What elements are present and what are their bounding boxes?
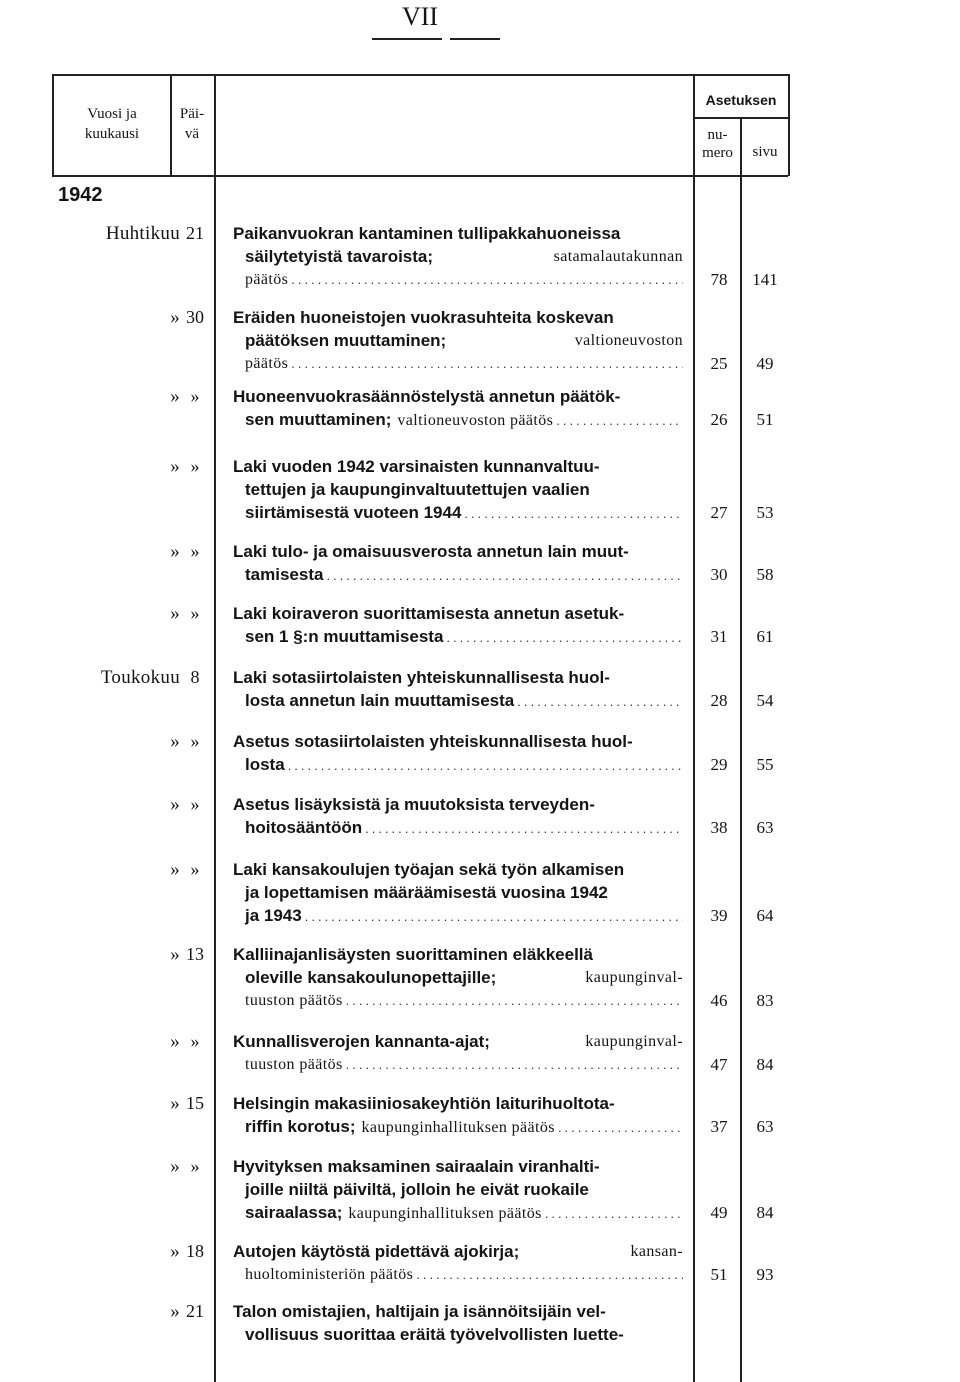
dot-leader	[288, 754, 683, 777]
entry-title	[233, 1030, 683, 1076]
dot-leader	[464, 502, 683, 525]
entry-title-text: tamisesta	[245, 565, 324, 584]
dot-leader	[346, 1053, 683, 1076]
entry-issuer-text: kaupunginhallituksen päätös	[348, 1205, 542, 1222]
entry-title-lastline	[233, 753, 683, 777]
entry-day: 15	[186, 1093, 204, 1113]
entry-title-line	[233, 730, 683, 753]
entry-title	[233, 1092, 683, 1139]
entry-title-lastline	[233, 1115, 683, 1139]
entry-day: »	[190, 731, 200, 751]
dot-leader	[291, 352, 683, 375]
entry-title-lastline	[233, 989, 683, 1012]
entry-title	[233, 943, 683, 1012]
entry-month: »	[170, 1156, 180, 1177]
entry-month: »	[170, 1093, 180, 1114]
entry-title-text: hoitosääntöön	[245, 818, 363, 837]
decree-page: 84	[756, 1203, 774, 1222]
header-year-month: Vuosi ja kuukausi	[84, 106, 140, 142]
header-bottom-rule	[52, 175, 788, 177]
entry-title-text: sairaalassa;	[245, 1203, 343, 1222]
entry-month: »	[170, 1241, 180, 1262]
entry-issuer-text: valtioneuvoston päätös	[397, 412, 554, 429]
entry-month: »	[170, 794, 180, 815]
dot-leader	[416, 1263, 683, 1286]
entry-month: »	[170, 859, 180, 880]
entry-title-line	[233, 602, 683, 625]
entry-day: »	[190, 1156, 200, 1176]
entry-title-lastline	[233, 904, 683, 928]
entry-title-text: Huoneenvuokrasäännöstelystä annetun päätök-	[233, 387, 621, 406]
decree-number: 46	[710, 991, 728, 1010]
entry-title-text: Autojen käytöstä pidettävä ajokirja;	[233, 1242, 520, 1261]
decree-page: 84	[756, 1055, 774, 1074]
entry-title	[233, 455, 683, 525]
entry-title-line	[233, 1240, 683, 1263]
entry-title-text: ja 1943	[245, 906, 302, 925]
entry-title-line	[233, 540, 683, 563]
entry-month: Toukokuu	[100, 667, 180, 688]
dot-leader	[558, 1116, 683, 1139]
entry-title-text: losta	[245, 755, 285, 774]
entry-title-text: ja lopettamisen määräämisestä vuosina 1942	[245, 883, 608, 902]
entry-title-line	[233, 666, 683, 689]
decree-number: 31	[710, 627, 728, 646]
decree-page: 141	[752, 270, 778, 289]
decree-number: 26	[710, 410, 728, 429]
decree-number: 78	[710, 270, 728, 289]
entry-title-text: Kunnallisverojen kannanta-ajat;	[233, 1032, 490, 1051]
decree-number: 28	[710, 691, 728, 710]
entry-day: 13	[186, 944, 204, 964]
entry-title-text: Kalliinajanlisäysten suorittaminen eläkkeellä	[233, 945, 593, 964]
entry-title-line	[233, 1030, 683, 1053]
header-underline	[372, 38, 442, 40]
entry-title-lastline	[233, 501, 683, 525]
dot-leader	[365, 817, 683, 840]
entry-title-line	[233, 222, 683, 245]
dot-leader	[545, 1202, 683, 1225]
entry-title-text: tettujen ja kaupunginvaltuutettujen vaalien	[245, 480, 590, 499]
decree-page: 54	[756, 691, 774, 710]
entry-title-text: riffin korotus;	[245, 1117, 356, 1136]
decree-number: 30	[710, 565, 728, 584]
entry-title-text: Helsingin makasiiniosakeyhtiön laiturihuoltota-	[233, 1094, 615, 1113]
entry-month: »	[170, 386, 180, 407]
header-page: sivu	[752, 144, 778, 160]
dot-leader	[326, 564, 683, 587]
entry-title	[233, 1155, 683, 1225]
entry-title	[233, 1300, 683, 1346]
decree-number: 27	[710, 503, 728, 522]
entry-title-line	[233, 881, 683, 904]
header-underline	[450, 38, 500, 40]
entry-day: »	[190, 386, 200, 406]
decree-number: 25	[710, 354, 728, 373]
entry-day: 21	[186, 223, 204, 243]
entry-month: »	[170, 731, 180, 752]
decree-number: 37	[710, 1117, 728, 1136]
decree-number: 47	[710, 1055, 728, 1074]
entry-title-line	[233, 455, 683, 478]
entry-title-lastline	[233, 352, 683, 375]
column-divider	[740, 117, 742, 1382]
decree-page: 61	[756, 627, 774, 646]
entry-title	[233, 666, 683, 713]
entry-issuer-text: kaupunginval-	[585, 1033, 683, 1050]
entry-day: 18	[186, 1241, 204, 1261]
dot-leader	[517, 690, 683, 713]
entry-title	[233, 540, 683, 587]
decree-page: 63	[756, 1117, 774, 1136]
decree-page: 64	[756, 906, 774, 925]
entry-title-text: vollisuus suorittaa eräitä työvelvollisten luette-	[245, 1325, 624, 1344]
entry-title	[233, 306, 683, 375]
entry-title	[233, 858, 683, 928]
entry-title-line	[233, 858, 683, 881]
entry-title-line	[233, 306, 683, 329]
entry-title-text: Laki kansakoulujen työajan sekä työn alkamisen	[233, 860, 625, 879]
page-number: VII	[401, 2, 439, 31]
entry-title-text: huoltoministeriön päätös	[245, 1266, 414, 1283]
entry-title-text: oleville kansakoulunopettajille;	[245, 968, 497, 987]
decree-page: 83	[756, 991, 774, 1010]
entry-month: Huhtikuu	[105, 223, 180, 244]
entry-title-text: Asetus sotasiirtolaisten yhteiskunnallisesta huol-	[233, 732, 633, 751]
entry-title-text: Laki sotasiirtolaisten yhteiskunnallisesta huol-	[233, 668, 610, 687]
decree-number: 49	[710, 1203, 728, 1222]
entry-title-line	[233, 1300, 683, 1323]
header-number: nu- mero	[702, 127, 733, 161]
entry-title-text: tuuston päätös	[245, 992, 343, 1009]
entry-title-lastline	[233, 268, 683, 291]
decree-page: 55	[756, 755, 774, 774]
entry-title	[233, 1240, 683, 1286]
entry-day: »	[190, 603, 200, 623]
year-heading: 1942	[58, 184, 103, 206]
entry-title-lastline	[233, 689, 683, 713]
entry-title-lastline	[233, 1053, 683, 1076]
entry-title	[233, 222, 683, 291]
decree-page: 53	[756, 503, 774, 522]
entry-day: 30	[186, 307, 204, 327]
entry-title-line	[233, 385, 683, 408]
decree-page: 93	[756, 1265, 774, 1284]
entry-day: »	[190, 794, 200, 814]
entry-day: 21	[186, 1301, 204, 1321]
entry-title-line	[233, 329, 683, 352]
entry-title	[233, 793, 683, 840]
entry-title-lastline	[233, 408, 683, 432]
entry-title-line	[233, 1178, 683, 1201]
column-divider	[788, 74, 790, 176]
decree-number: 51	[710, 1265, 728, 1284]
entry-day: »	[190, 456, 200, 476]
entry-month: »	[170, 944, 180, 965]
column-divider	[693, 74, 695, 1382]
decree-page: 51	[756, 410, 774, 429]
header-day: Päi- vä	[179, 106, 205, 142]
entry-title-text: Laki koiraveron suorittamisesta annetun asetuk-	[233, 604, 625, 623]
entry-issuer-text: satamalautakunnan	[553, 248, 683, 265]
entry-title-line	[233, 793, 683, 816]
entry-month: »	[170, 456, 180, 477]
entry-title-text: tuuston päätös	[245, 1056, 343, 1073]
entry-title-line	[233, 1155, 683, 1178]
entry-day: »	[190, 541, 200, 561]
entry-title-text: Eräiden huoneistojen vuokrasuhteita koskevan	[233, 308, 614, 327]
decree-page: 63	[756, 818, 774, 837]
entry-title-text: Laki tulo- ja omaisuusverosta annetun lain muut-	[233, 542, 629, 561]
entry-title-text: päätöksen muuttaminen;	[245, 331, 447, 350]
entry-month: »	[170, 541, 180, 562]
header-decree: Asetuksen	[705, 92, 777, 108]
dot-leader	[305, 905, 683, 928]
dot-leader	[346, 989, 683, 1012]
decree-page: 49	[756, 354, 774, 373]
entry-title-text: päätös	[245, 271, 289, 288]
entry-title-text: Hyvityksen maksaminen sairaalain viranhalti-	[233, 1157, 600, 1176]
entry-title-text: päätös	[245, 355, 289, 372]
decree-page: 58	[756, 565, 774, 584]
entry-issuer-text: kansan-	[630, 1243, 683, 1260]
entry-issuer-text: valtioneuvoston	[574, 332, 683, 349]
dot-leader	[446, 626, 683, 649]
entry-title-line	[233, 1323, 683, 1346]
entry-day: »	[190, 1031, 200, 1051]
entry-title-lastline	[233, 1263, 683, 1286]
entry-title-text: sen muuttaminen;	[245, 410, 392, 429]
column-divider	[52, 74, 54, 176]
entry-title-text: siirtämisestä vuoteen 1944	[245, 503, 462, 522]
entry-title-lastline	[233, 1201, 683, 1225]
entry-title-text: losta annetun lain muuttamisesta	[245, 691, 515, 710]
entry-title-text: Laki vuoden 1942 varsinaisten kunnanvaltuu-	[233, 457, 600, 476]
dot-leader	[556, 409, 683, 432]
entry-title-text: Paikanvuokran kantaminen tullipakkahuoneissa	[233, 224, 621, 243]
entry-issuer-text: kaupunginhallituksen päätös	[361, 1119, 555, 1136]
entry-month: »	[170, 603, 180, 624]
decree-number: 29	[710, 755, 728, 774]
entry-title	[233, 730, 683, 777]
dot-leader	[291, 268, 683, 291]
entry-day: »	[190, 859, 200, 879]
entry-title-line	[233, 1092, 683, 1115]
decree-number: 39	[710, 906, 728, 925]
entry-title-lastline	[233, 563, 683, 587]
entry-title-text: Talon omistajien, haltijain ja isännöitsijäin vel-	[233, 1302, 606, 1321]
entry-title-line	[233, 943, 683, 966]
entry-title-lastline	[233, 816, 683, 840]
entry-month: »	[170, 1031, 180, 1052]
decree-number: 38	[710, 818, 728, 837]
entry-title-line	[233, 478, 683, 501]
entry-title-text: joille niiltä päiviltä, jolloin he eivät ruokaile	[245, 1180, 589, 1199]
entry-month: »	[170, 1301, 180, 1322]
entry-day: 8	[190, 667, 200, 687]
entry-issuer-text: kaupunginval-	[585, 969, 683, 986]
entry-title	[233, 385, 683, 432]
column-divider	[214, 74, 216, 1382]
entry-title-line	[233, 966, 683, 989]
entry-title-text: sen 1 §:n muuttamisesta	[245, 627, 444, 646]
entry-title-line	[233, 245, 683, 268]
entry-title-lastline	[233, 625, 683, 649]
entry-title-text: Asetus lisäyksistä ja muutoksista terveyden-	[233, 795, 595, 814]
table-top-rule	[52, 74, 788, 76]
entry-title	[233, 602, 683, 649]
entry-title-text: säilytetyistä tavaroista;	[245, 247, 434, 266]
entry-month: »	[170, 307, 180, 328]
